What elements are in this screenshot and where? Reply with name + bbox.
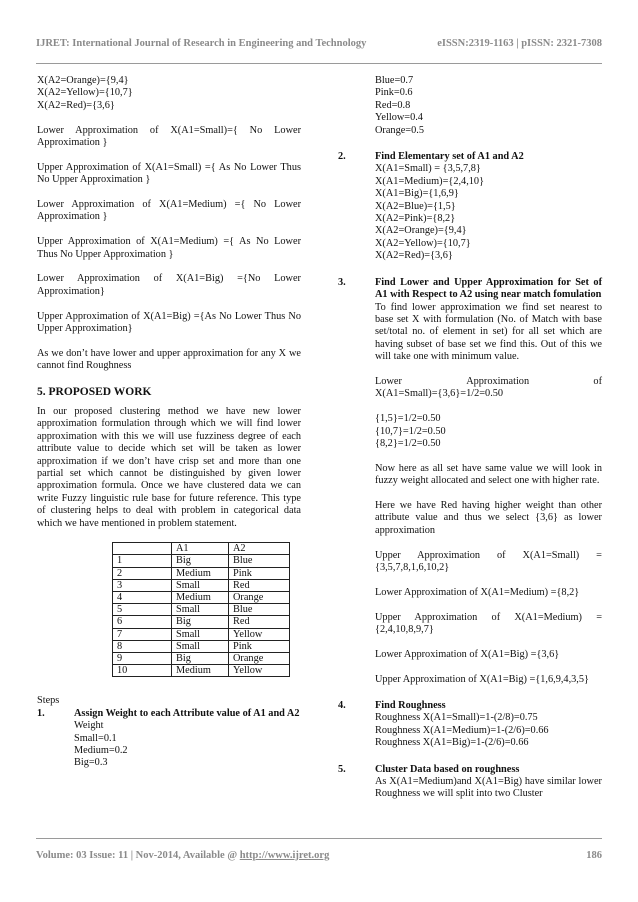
step-line: X(A1=Small) = {3,5,7,8}	[375, 163, 481, 175]
footer-rule	[36, 838, 602, 839]
table-cell: Blue	[229, 555, 290, 567]
footer-volume: Volume: 03 Issue: 11 | Nov-2014, Available @ http://www.ijret.org	[36, 850, 330, 861]
weight-line: Orange=0.5	[375, 124, 424, 136]
page-header	[36, 38, 602, 49]
paragraph: Lower Approximation of X(A1=Big) ={No Lower Approximation}	[37, 273, 301, 297]
paragraph: Lower Approximation of X(A1=Big) ={3,6}	[375, 648, 560, 660]
table-row	[113, 640, 290, 652]
table-header-cell: A1	[172, 543, 229, 555]
step-number: 2.	[338, 151, 346, 163]
table-cell: Orange	[229, 591, 290, 603]
steps-label: Steps	[37, 695, 60, 707]
table-row	[113, 591, 290, 603]
paragraph: Upper Approximation of X(A1=Medium) ={ As No Lower Thus No Upper Approximation }	[37, 236, 301, 260]
weight-line: Blue=0.7	[375, 75, 414, 86]
table-cell: Medium	[172, 591, 229, 603]
paragraph: Upper Approximation of X(A1=Small) ={3,5,7,8,1,6,10,2}	[375, 549, 602, 573]
table-header-cell	[113, 543, 172, 555]
table-row	[113, 628, 290, 640]
table-cell: Orange	[229, 652, 290, 664]
table-row	[113, 616, 290, 628]
set-line: X(A2=Yellow)={10,7}	[37, 87, 133, 99]
step-line: X(A1=Big)={1,6,9}	[375, 188, 459, 200]
step-line: Roughness X(A1=Medium)=1-(2/6)=0.66	[375, 724, 549, 736]
step-body: As X(A1=Medium)and X(A1=Big) have similar lower Roughness we will split into two Cluster	[375, 775, 602, 800]
lower-small-value: X(A1=Small)={3,6}=1/2=0.50	[375, 388, 504, 400]
step-number: 4.	[338, 699, 346, 711]
step-line: X(A1=Medium)={2,4,10}	[375, 175, 485, 187]
ratio-line: {10,7}=1/2=0.50	[375, 425, 446, 437]
step-5	[338, 764, 602, 801]
step-title: Cluster Data based on roughness	[375, 763, 520, 775]
step-line: X(A2=Pink)={8,2}	[375, 213, 456, 225]
table-header-row	[113, 543, 290, 555]
table-cell: 9	[113, 652, 172, 664]
table-row	[113, 665, 290, 677]
table-cell: Red	[229, 616, 290, 628]
table-cell: Big	[172, 555, 229, 567]
table-cell: Yellow	[229, 628, 290, 640]
step-number: 3.	[338, 276, 346, 288]
table-cell: Blue	[229, 604, 290, 616]
step-4	[338, 700, 602, 750]
paragraph: Upper Approximation of X(A1=Medium) ={2,4,10,8,9,7}	[375, 611, 602, 635]
table-cell: Small	[172, 640, 229, 652]
step-line: Roughness X(A1=Small)=1-(2/8)=0.75	[375, 712, 538, 724]
table-row	[113, 579, 290, 591]
journal-link[interactable]: http://www.ijret.org	[239, 850, 330, 861]
lower-small-heading: Lower Approximation of	[375, 375, 602, 387]
left-column	[37, 75, 301, 770]
paragraph: Upper Approximation of X(A1=Small) ={ As No Lower Thus No Upper Approximation }	[37, 161, 301, 186]
step-line: Medium=0.2	[74, 744, 128, 756]
table-cell: 10	[113, 665, 172, 677]
table-cell: 6	[113, 616, 172, 628]
step-line: Big=0.3	[74, 757, 108, 769]
paragraph: Lower Approximation of X(A1=Small)={ No Lower Approximation }	[37, 124, 301, 149]
step-number: 5.	[338, 763, 346, 775]
paragraph: Now here as all set have same value we will look in fuzzy weight allocated and select one with higher rate.	[375, 462, 602, 487]
header-rule	[36, 63, 602, 64]
paragraph: Lower Approximation of X(A1=Medium) ={ No Lower Approximation }	[37, 199, 301, 223]
page-footer	[36, 850, 602, 861]
weight-line: Yellow=0.4	[375, 112, 423, 124]
paragraph: Lower Approximation of X(A1=Medium) ={8,2}	[375, 586, 580, 598]
table-cell: 2	[113, 567, 172, 579]
table-header-cell: A2	[229, 543, 290, 555]
table-cell: 4	[113, 591, 172, 603]
table-cell: 8	[113, 640, 172, 652]
paragraph: Here we have Red having higher weight than other attribute value and thus we select {3,6} as lower approximation	[375, 499, 602, 536]
ratio-line: {1,5}=1/2=0.50	[375, 413, 441, 425]
table-cell: 7	[113, 628, 172, 640]
table-cell: Small	[172, 579, 229, 591]
step-title: Find Elementary set of A1 and A2	[375, 151, 524, 163]
set-line: X(A2=Red)={3,6}	[37, 99, 115, 111]
step-1	[37, 708, 301, 770]
issn: eISSN:2319-1163 | pISSN: 2321-7308	[437, 38, 602, 49]
step-line: X(A2=Red)={3,6}	[375, 250, 453, 262]
table-row	[113, 652, 290, 664]
step-line: X(A2=Blue)={1,5}	[375, 200, 456, 212]
step-line: X(A2=Yellow)={10,7}	[375, 237, 471, 249]
weight-line: Red=0.8	[375, 99, 411, 111]
paragraph: As we don’t have lower and upper approximation for any X we cannot find Roughness	[37, 347, 301, 372]
table-cell: Small	[172, 628, 229, 640]
table-cell: Yellow	[229, 665, 290, 677]
step-line: Small=0.1	[74, 732, 117, 744]
table-cell: 3	[113, 579, 172, 591]
step-body: To find lower approximation we find set nearest to base set X with formulation (No. of Match with base set/total no. of element in set) for all set which are having subset of base set we find this. Out of this we will take one with minimum value.	[375, 301, 602, 363]
journal-title: IJRET: International Journal of Research in Engineering and Technology	[36, 38, 367, 49]
paragraph: Upper Approximation of X(A1=Big) ={1,6,9,4,3,5}	[375, 673, 589, 685]
table-cell: 5	[113, 604, 172, 616]
table-row	[113, 604, 290, 616]
table-cell: Medium	[172, 665, 229, 677]
page-number: 186	[586, 850, 602, 861]
paragraph: Upper Approximation of X(A1=Big) ={As No Lower Thus No Upper Approximation}	[37, 310, 301, 335]
step-title: Assign Weight to each Attribute value of A1 and A2	[74, 707, 300, 719]
step-3	[338, 277, 602, 686]
step-number: 1.	[37, 707, 45, 719]
step-title: Find Roughness	[375, 699, 446, 711]
step-title: Find Lower and Upper Approximation for Set of A1 with Respect to A2 using near match fomulation	[375, 276, 602, 301]
step-line: X(A2=Orange)={9,4}	[375, 225, 467, 237]
set-line: X(A2=Orange)={9,4}	[37, 75, 129, 86]
step-2	[338, 151, 602, 263]
table-cell: Pink	[229, 567, 290, 579]
table-cell: Pink	[229, 640, 290, 652]
table-row	[113, 567, 290, 579]
table-cell: Red	[229, 579, 290, 591]
weight-line: Pink=0.6	[375, 87, 413, 99]
step-line: Weight	[74, 720, 104, 732]
section-heading: 5. PROPOSED WORK	[37, 385, 152, 398]
right-column	[338, 75, 602, 801]
ratio-line: {8,2}=1/2=0.50	[375, 437, 441, 449]
section-body: In our proposed clustering method we have new lower approximation formulation through which we will find lower approximation with this we will use fuzziness degree of each attribute value to decide which set will be taken as lower approximation if we don’t have crisp set and more than one partial set which cannot be distinguished by given lower approximation formula. Once we have clustered data we can write Fuzzy linguistic rule base for future reference. This type of clustering helps to deal with problem in categorical data which we have mentioned in problem statement.	[37, 406, 301, 529]
table-cell: Medium	[172, 567, 229, 579]
step-line: Roughness X(A1=Big)=1-(2/6)=0.66	[375, 737, 529, 749]
data-table	[112, 542, 290, 677]
table-cell: Big	[172, 616, 229, 628]
table-row	[113, 555, 290, 567]
table-cell: Big	[172, 652, 229, 664]
table-cell: Small	[172, 604, 229, 616]
table-cell: 1	[113, 555, 172, 567]
